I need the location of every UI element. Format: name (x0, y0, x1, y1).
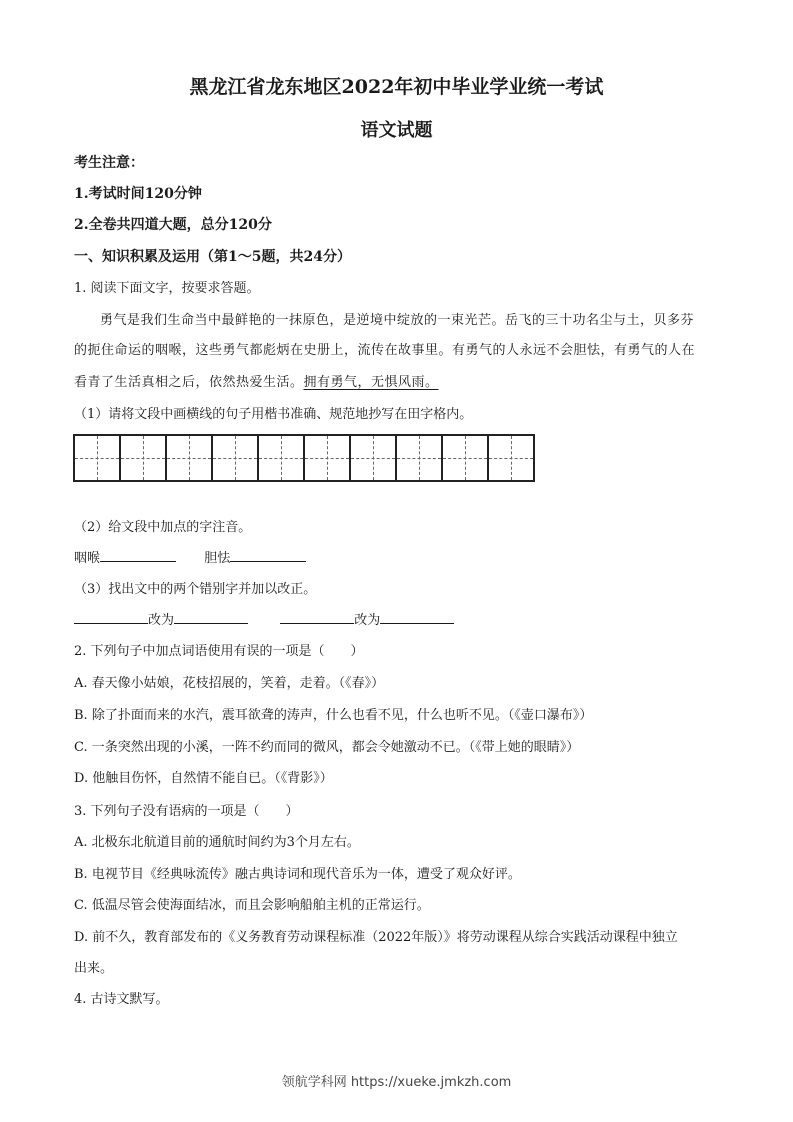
question-2-stem: 2. 下列句子中加点词语使用有误的一项是（ ） (74, 644, 364, 659)
q2-option-a: A. 春天像小姑娘，花枝招展的，笑着，走着。（《春》） (74, 676, 385, 691)
change-label: 改为 (354, 613, 381, 628)
question-1-stem: 1. 阅读下面文字，按要求答题。 (74, 281, 260, 296)
subquestion-1: （1）请将文段中画横线的句子用楷书准确、规范地抄写在田字格内。 (74, 407, 473, 422)
answer-blank[interactable] (280, 611, 354, 624)
grid-cell[interactable] (443, 436, 489, 480)
answer-blank[interactable] (230, 549, 306, 562)
grid-cell[interactable] (351, 436, 397, 480)
grid-cell[interactable] (167, 436, 213, 480)
notice-item-time: 1.考试时间120分钟 (74, 186, 202, 202)
underlined-sentence: 拥有勇气，无惧风雨。 (303, 375, 439, 390)
subquestion-3: （3）找出文中的两个错别字并加以改正。 (74, 582, 317, 597)
answer-blank[interactable] (74, 611, 148, 624)
grid-cell[interactable] (213, 436, 259, 480)
q3-option-d-cont: 出来。 (74, 961, 114, 976)
answer-blank[interactable] (174, 611, 248, 624)
q3-option-b: B. 电视节目《经典咏流传》融古典诗词和现代音乐为一体，遭受了观众好评。 (74, 867, 521, 882)
passage-line-2: 的扼住命运的咽喉，这些勇气都彪炳在史册上，流传在故事里。有勇气的人永远不会胆怯，有勇气的人在 (74, 343, 696, 358)
subquestion-2: （2）给文段中加点的字注音。 (74, 520, 252, 535)
q2-option-d: D. 他触目伤怀，自然情不能自已。（《背影》） (74, 771, 333, 786)
tianzige-grid[interactable] (73, 434, 535, 482)
q3-option-d: D. 前不久，教育部发布的《义务教育劳动课程标准（2022年版）》将劳动课程从综合实践活动课程中独立 (74, 930, 678, 945)
passage-line-3-text: 看青了生活真相之后，依然热爱生活。 (74, 375, 304, 390)
grid-cell[interactable] (259, 436, 305, 480)
q3-option-c: C. 低温尽管会使海面结冰，而且会影响船舶主机的正常运行。 (74, 898, 430, 913)
answer-blank[interactable] (100, 549, 176, 562)
correction-row (74, 609, 454, 628)
grid-cell[interactable] (397, 436, 443, 480)
word-danqie: 胆怯 (204, 551, 231, 566)
change-label: 改为 (148, 613, 175, 628)
grid-cell[interactable] (489, 436, 533, 480)
q3-option-a: A. 北极东北航道目前的通航时间约为3个月左右。 (74, 835, 360, 850)
word-yanhou: 咽喉 (74, 551, 101, 566)
pinyin-answer-row (74, 547, 306, 566)
q2-option-b: B. 除了扑面而来的水汽，震耳欲聋的涛声，什么也看不见，什么也听不见。（《壶口瀑布》） (74, 708, 593, 723)
answer-blank[interactable] (380, 611, 454, 624)
notice-heading: 考生注意： (74, 155, 144, 171)
question-4-stem: 4. 古诗文默写。 (74, 992, 169, 1007)
section-heading: 一、知识积累及运用（第1～5题，共24分） (74, 249, 351, 265)
q2-option-c: C. 一条突然出现的小溪，一阵不约而同的微风，都会令她激动不已。（《带上她的眼睛》） (74, 740, 580, 755)
passage-line-1: 勇气是我们生命当中最鲜艳的一抹原色，是逆境中绽放的一束光芒。岳飞的三十功名尘与土，贝多芬 (100, 313, 695, 328)
grid-cell[interactable] (121, 436, 167, 480)
footer-watermark: 领航学科网 https://xueke.jmkzh.com (281, 1075, 512, 1090)
page-title: 黑龙江省龙东地区2022年初中毕业学业统一考试 (189, 76, 604, 98)
page-subtitle: 语文试题 (360, 120, 433, 141)
passage-line-3 (74, 371, 439, 390)
grid-cell[interactable] (305, 436, 351, 480)
notice-item-score: 2.全卷共四道大题，总分120分 (74, 217, 272, 233)
question-3-stem: 3. 下列句子没有语病的一项是（ ） (74, 804, 299, 819)
grid-cell[interactable] (75, 436, 121, 480)
